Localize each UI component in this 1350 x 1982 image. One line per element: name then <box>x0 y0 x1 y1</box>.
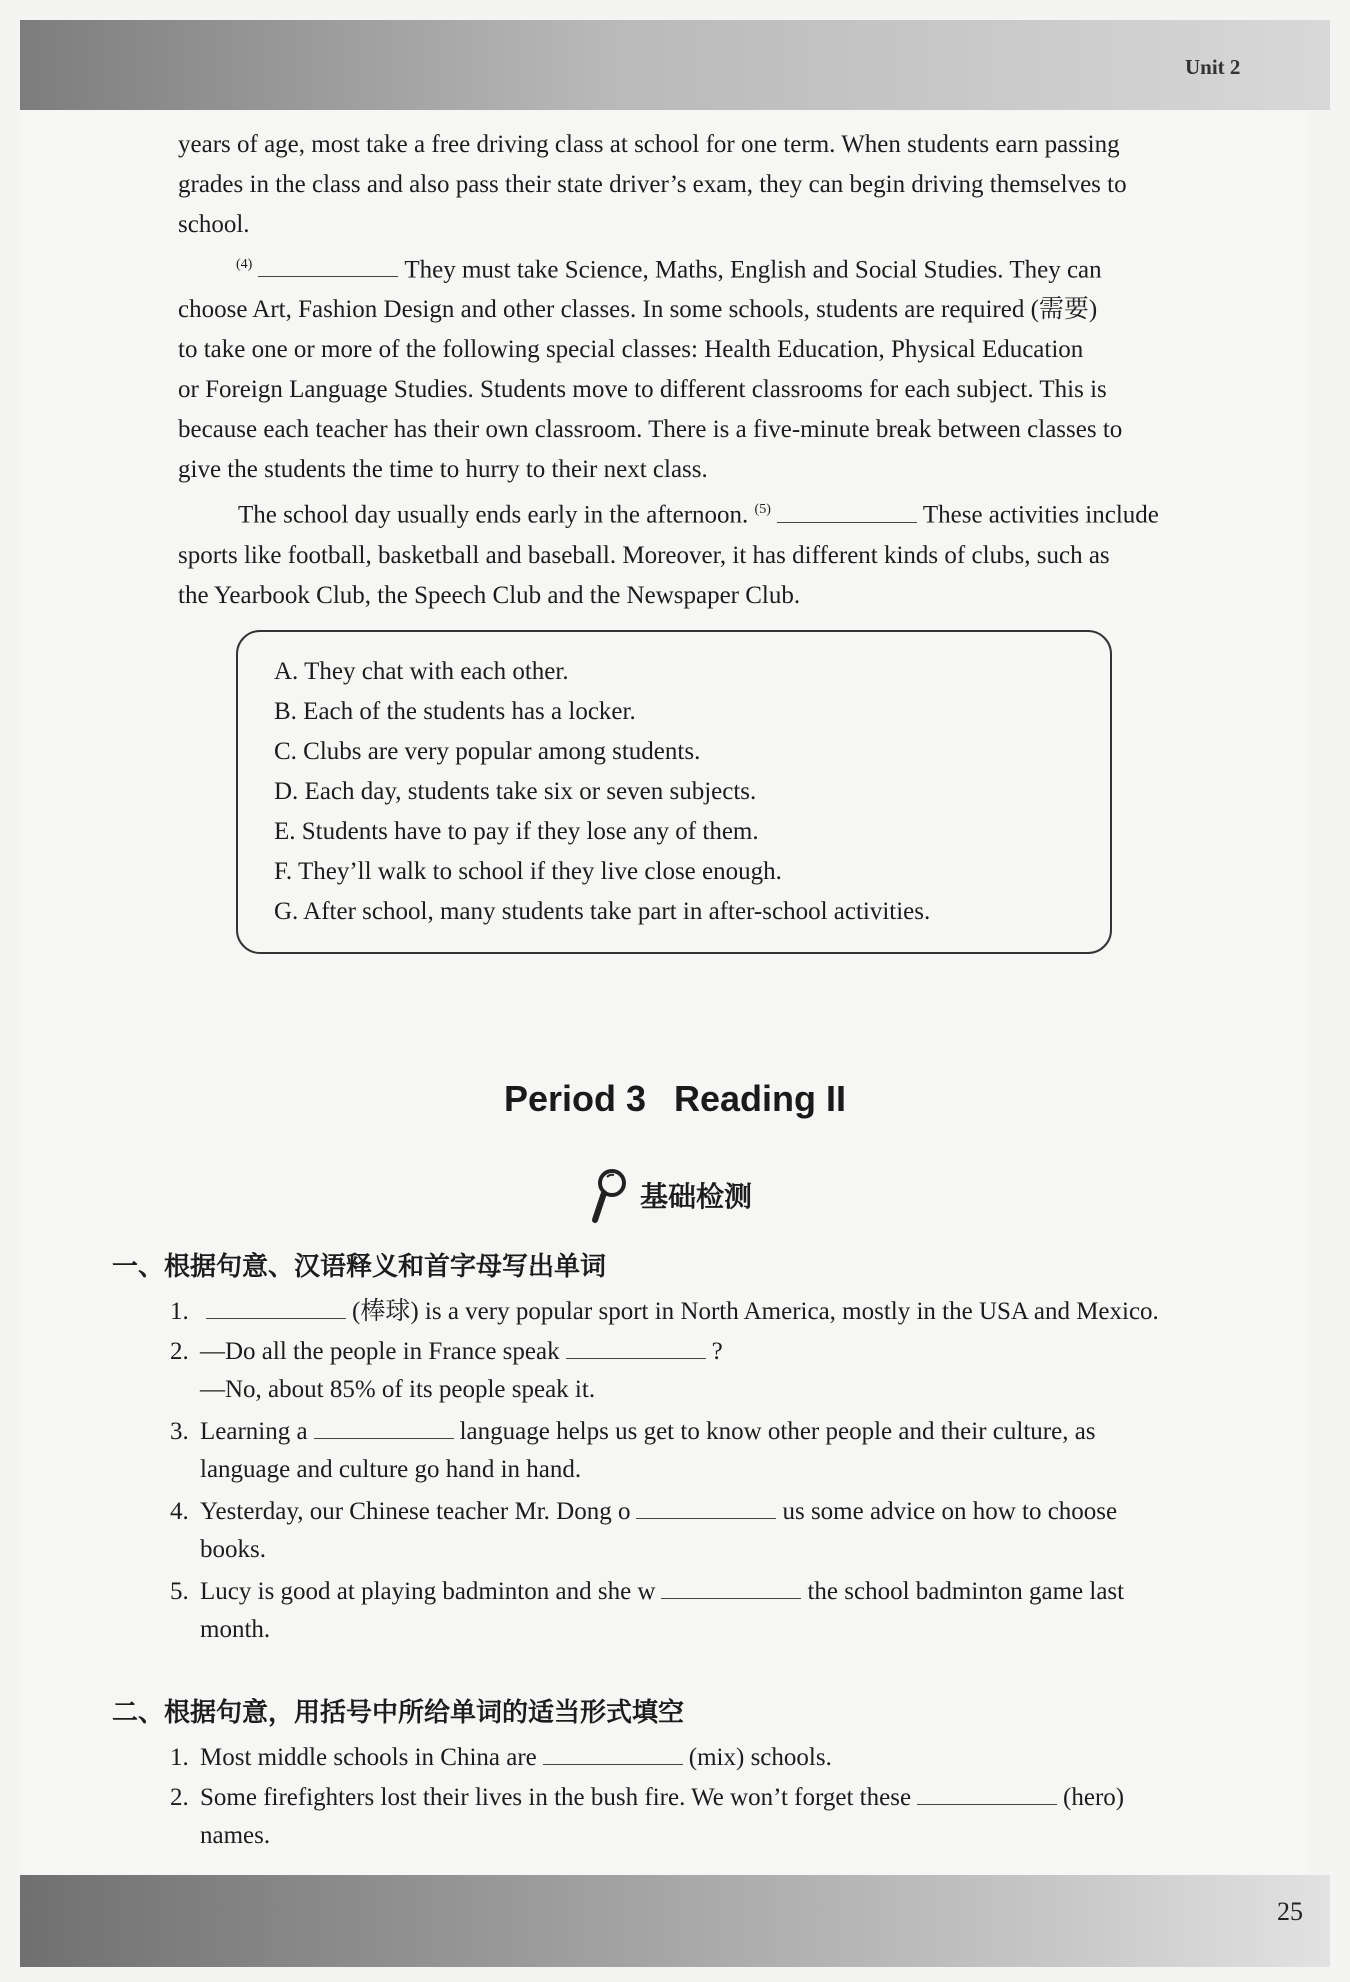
answer-blank[interactable] <box>636 1498 776 1519</box>
question-text: Some firefighters lost their lives in the bush fire. We won’t forget these <box>200 1784 912 1811</box>
top-banner <box>20 20 1330 110</box>
question-text: (棒球) is a very popular sport in North America, mostly in the USA and Mexico. <box>352 1298 1159 1325</box>
section-1-title: 一、根据句意、汉语释义和首字母写出单词 <box>112 1252 607 1282</box>
passage-line <box>178 490 1268 535</box>
reading-passage <box>178 125 1268 616</box>
s1-question-1 <box>170 1293 1270 1331</box>
blank-marker-5: (5) <box>754 502 771 518</box>
option-e: E. Students have to pay if they lose any of them. <box>274 818 759 845</box>
answer-blank[interactable] <box>917 1784 1057 1805</box>
question-number: 1. <box>170 1298 189 1325</box>
answer-blank-5[interactable] <box>777 502 917 523</box>
question-text: Lucy is good at playing badminton and she w <box>200 1578 656 1605</box>
question-text: Yesterday, our Chinese teacher Mr. Dong o <box>200 1498 631 1525</box>
passage-line: grades in the class and also pass their state driver’s exam, they can begin driving themselves to <box>178 171 1127 198</box>
passage-line: because each teacher has their own classroom. There is a five-minute break between classes to <box>178 416 1123 444</box>
question-text: Most middle schools in China are <box>200 1744 537 1771</box>
option-f: F. They’ll walk to school if they live close enough. <box>274 858 782 885</box>
blank-marker-4: (4) <box>236 257 253 272</box>
page-number: 25 <box>1277 1897 1303 1926</box>
question-number: 3. <box>170 1418 189 1445</box>
option-g: G. After school, many students take part in after-school activities. <box>274 898 931 925</box>
s1-question-2 <box>170 1333 1270 1409</box>
passage-text: These activities include <box>922 501 1159 529</box>
question-text: —Do all the people in France speak <box>200 1338 560 1365</box>
passage-line: school. <box>178 211 250 238</box>
question-text: the school badminton game last <box>807 1578 1125 1605</box>
section-2-title: 二、根据句意，用括号中所给单词的适当形式填空 <box>112 1698 685 1728</box>
options-list <box>274 652 930 932</box>
passage-line: or Foreign Language Studies. Students move to different classrooms for each subject. This is <box>178 376 1107 404</box>
s2-question-1 <box>170 1739 1270 1777</box>
question-text: language and culture go hand in hand. <box>200 1456 582 1483</box>
period-heading <box>0 1078 1350 1120</box>
question-number: 2. <box>170 1338 189 1365</box>
option-b: B. Each of the students has a locker. <box>274 698 636 725</box>
question-text: (hero) <box>1063 1784 1125 1811</box>
question-text: language helps us get to know other people and their culture, as <box>459 1418 1096 1445</box>
answer-blank-4[interactable] <box>258 256 398 277</box>
question-text: month. <box>200 1616 271 1643</box>
s2-question-2 <box>170 1779 1270 1855</box>
answer-blank[interactable] <box>543 1744 683 1765</box>
passage-line: years of age, most take a free driving class at school for one term. When students earn passing <box>178 131 1120 158</box>
answer-blank[interactable] <box>314 1418 454 1439</box>
answer-blank[interactable] <box>661 1578 801 1599</box>
passage-line: give the students the time to hurry to their next class. <box>178 456 708 484</box>
passage-text: The school day usually ends early in the afternoon. <box>238 501 749 529</box>
period-number: Period 3 <box>503 1078 647 1119</box>
magnifier-icon <box>590 1166 630 1224</box>
question-number: 2. <box>170 1784 189 1811</box>
option-c: C. Clubs are very popular among students. <box>274 738 701 765</box>
passage-line: choose Art, Fashion Design and other classes. In some schools, students are required (需要) <box>178 296 1098 324</box>
question-text: Learning a <box>200 1418 308 1445</box>
passage-line <box>178 245 1268 290</box>
basic-check-heading <box>590 1165 752 1225</box>
s1-question-4 <box>170 1493 1270 1569</box>
question-text: books. <box>200 1536 266 1563</box>
basic-check-title: 基础检测 <box>640 1180 753 1213</box>
s1-question-5 <box>170 1573 1270 1649</box>
question-text: (mix) schools. <box>688 1744 832 1771</box>
passage-line: sports like football, basketball and baseball. Moreover, it has different kinds of clubs, such as <box>178 541 1110 569</box>
s1-question-3 <box>170 1413 1270 1489</box>
question-text: —No, about 85% of its people speak it. <box>200 1376 596 1403</box>
question-text: names. <box>200 1822 271 1849</box>
option-d: D. Each day, students take six or seven subjects. <box>274 778 757 805</box>
question-text: ? <box>711 1338 723 1365</box>
passage-text: They must take Science, Maths, English and Social Studies. They can <box>404 256 1102 284</box>
question-number: 4. <box>170 1498 189 1525</box>
period-title: Reading II <box>674 1078 847 1119</box>
question-text: us some advice on how to choose <box>782 1498 1118 1525</box>
bottom-banner <box>20 1875 1330 1967</box>
option-a: A. They chat with each other. <box>274 658 569 685</box>
passage-line: to take one or more of the following special classes: Health Education, Physical Education <box>178 336 1084 364</box>
answer-blank[interactable] <box>206 1298 346 1319</box>
answer-blank[interactable] <box>566 1338 706 1359</box>
passage-line: the Yearbook Club, the Speech Club and the Newspaper Club. <box>178 581 801 609</box>
question-number: 1. <box>170 1744 189 1771</box>
unit-label: Unit 2 <box>1185 55 1241 79</box>
question-number: 5. <box>170 1578 189 1605</box>
options-box <box>236 630 1112 954</box>
